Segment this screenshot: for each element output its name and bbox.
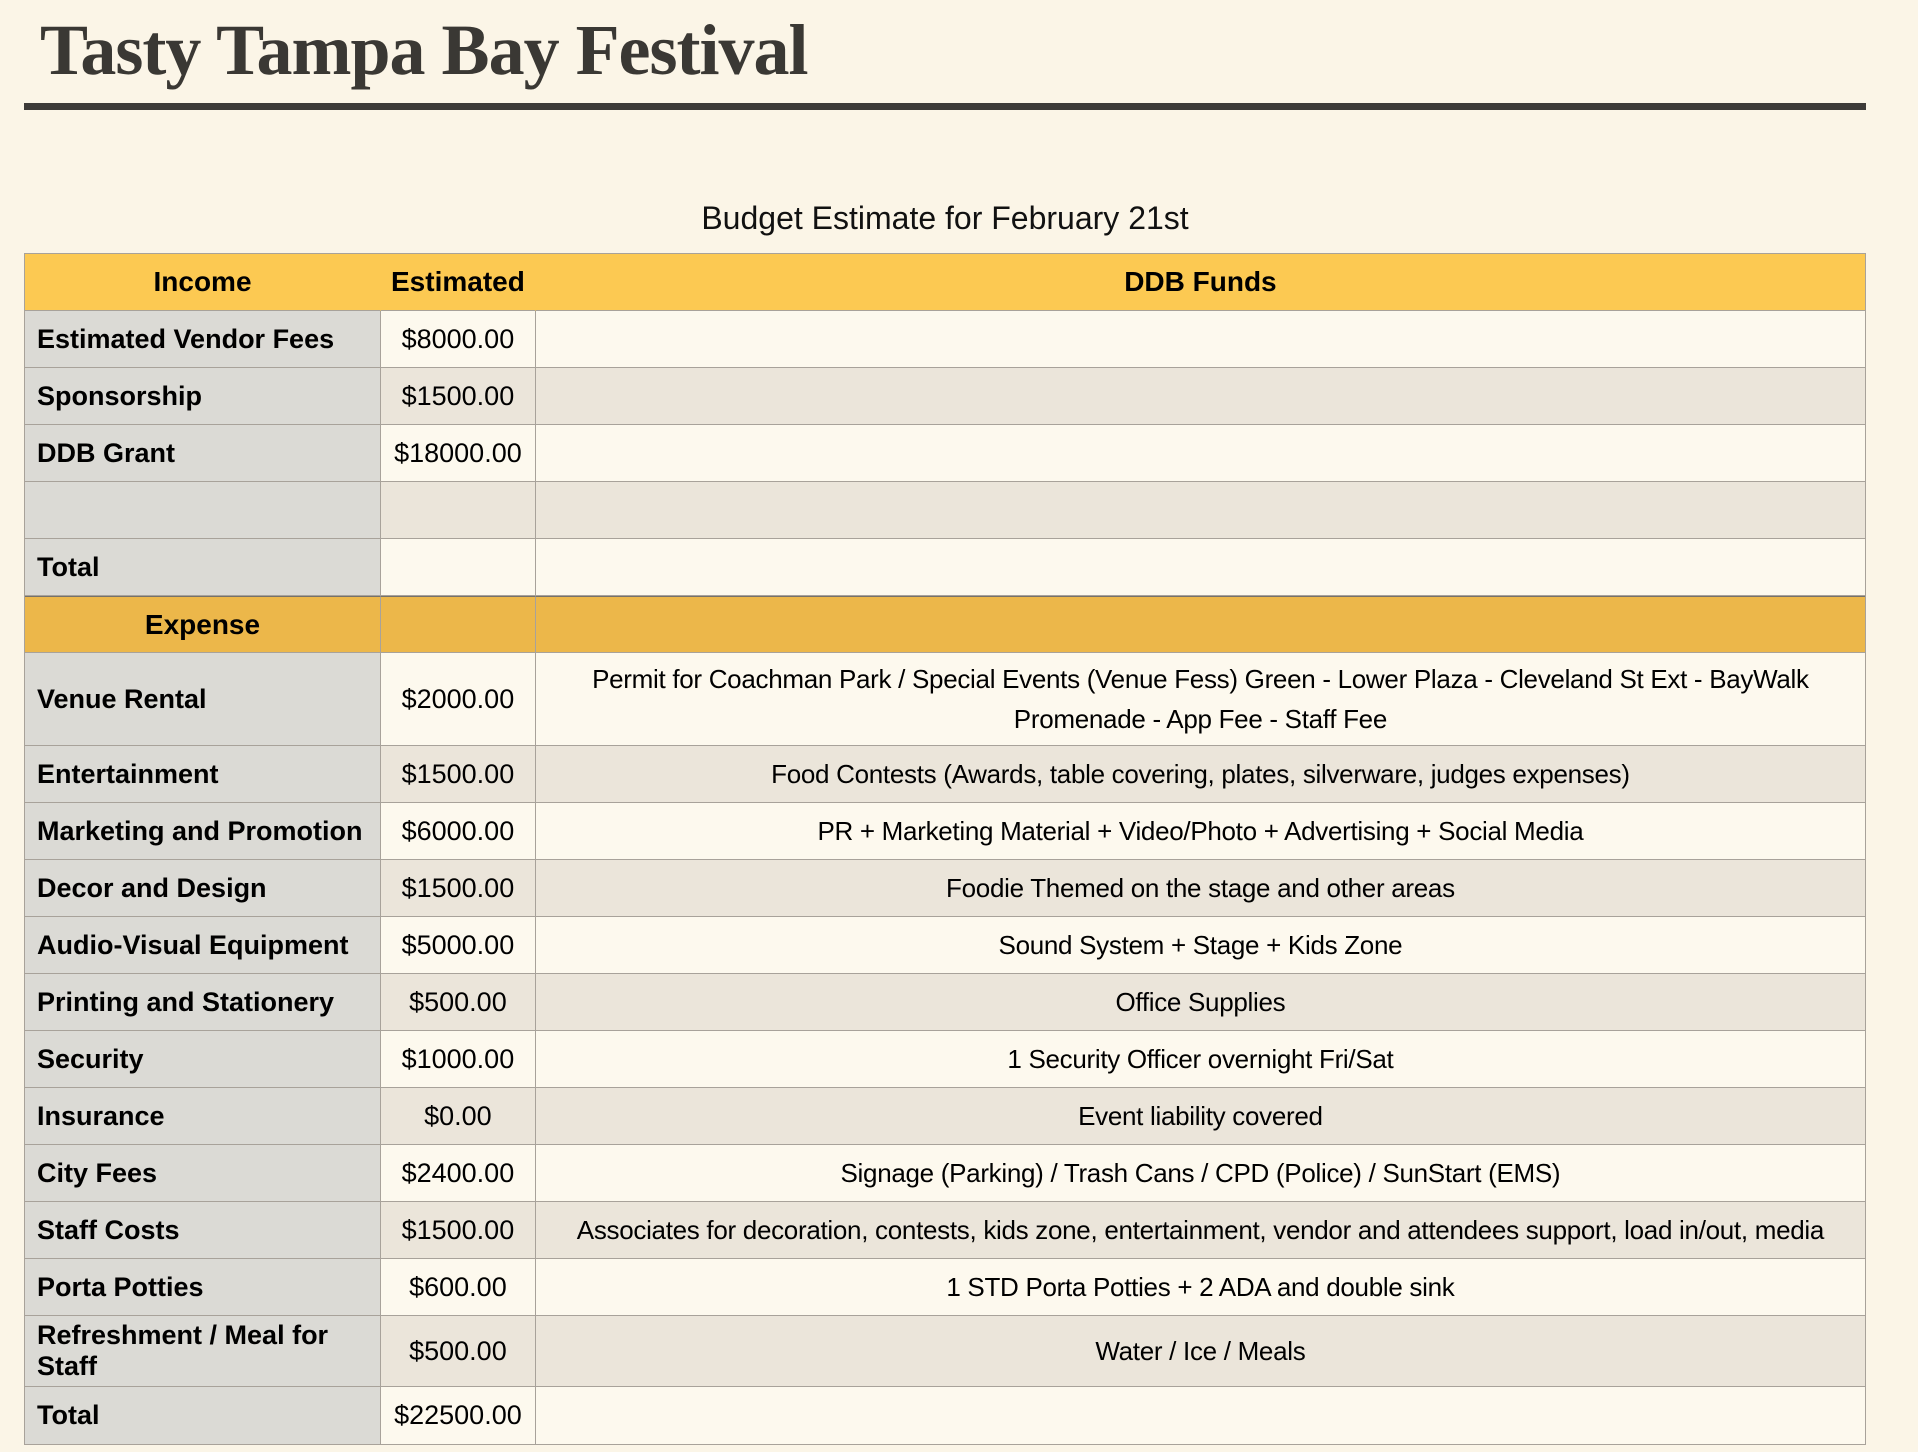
row-label: Refreshment / Meal for Staff xyxy=(25,1316,381,1387)
row-amount xyxy=(381,539,536,596)
row-note: Sound System + Stage + Kids Zone xyxy=(536,917,1865,974)
table-row xyxy=(25,653,1865,746)
row-note xyxy=(536,425,1865,482)
table-row xyxy=(25,425,1865,482)
table-row xyxy=(25,1202,1865,1259)
income-total-row xyxy=(25,539,1865,596)
row-label: Sponsorship xyxy=(25,368,381,425)
row-label: Security xyxy=(25,1031,381,1088)
row-label: Total xyxy=(25,1387,381,1444)
table-row xyxy=(25,917,1865,974)
row-amount: $1500.00 xyxy=(381,1202,536,1259)
row-label: DDB Grant xyxy=(25,425,381,482)
expense-total-row xyxy=(25,1387,1865,1444)
row-label: Porta Potties xyxy=(25,1259,381,1316)
row-amount: $500.00 xyxy=(381,974,536,1031)
row-label: Insurance xyxy=(25,1088,381,1145)
row-amount: $5000.00 xyxy=(381,917,536,974)
expense-header-empty-cell xyxy=(536,596,1865,653)
row-note: Office Supplies xyxy=(536,974,1865,1031)
row-amount: $18000.00 xyxy=(381,425,536,482)
expense-section-header: Expense xyxy=(25,596,381,653)
row-note: Permit for Coachman Park / Special Events (Venue Fess) Green - Lower Plaza - Cleveland St Ext - BayWalk Promenade - App Fee - Staff Fee xyxy=(536,653,1865,746)
row-amount: $1500.00 xyxy=(381,746,536,803)
row-label: Marketing and Promotion xyxy=(25,803,381,860)
row-amount: $22500.00 xyxy=(381,1387,536,1444)
income-header-row xyxy=(25,254,1865,311)
table-caption: Budget Estimate for February 21st xyxy=(701,200,1189,236)
row-amount: $1500.00 xyxy=(381,368,536,425)
row-note: Water / Ice / Meals xyxy=(536,1316,1865,1387)
row-label: Audio-Visual Equipment xyxy=(25,917,381,974)
table-row xyxy=(25,1145,1865,1202)
row-note: Associates for decoration, contests, kids zone, entertainment, vendor and attendees support, load in/out, media xyxy=(536,1202,1865,1259)
table-row xyxy=(25,803,1865,860)
row-label: Staff Costs xyxy=(25,1202,381,1259)
row-amount: $2000.00 xyxy=(381,653,536,746)
row-amount: $500.00 xyxy=(381,1316,536,1387)
row-amount: $6000.00 xyxy=(381,803,536,860)
table-row-empty xyxy=(25,482,1865,539)
row-note: Food Contests (Awards, table covering, plates, silverware, judges expenses) xyxy=(536,746,1865,803)
row-amount: $1500.00 xyxy=(381,860,536,917)
row-note xyxy=(536,1387,1865,1444)
row-amount: $8000.00 xyxy=(381,311,536,368)
row-note: 1 Security Officer overnight Fri/Sat xyxy=(536,1031,1865,1088)
row-note xyxy=(536,539,1865,596)
expense-header-empty-cell xyxy=(381,596,536,653)
row-note: Foodie Themed on the stage and other areas xyxy=(536,860,1865,917)
estimated-column-header: Estimated xyxy=(381,254,536,311)
table-row xyxy=(25,1031,1865,1088)
ddb-funds-column-header: DDB Funds xyxy=(536,254,1865,311)
row-label xyxy=(25,482,381,539)
table-row xyxy=(25,1259,1865,1316)
row-amount: $1000.00 xyxy=(381,1031,536,1088)
row-label: Venue Rental xyxy=(25,653,381,746)
table-row xyxy=(25,1088,1865,1145)
row-note: 1 STD Porta Potties + 2 ADA and double sink xyxy=(536,1259,1865,1316)
row-label: Total xyxy=(25,539,381,596)
table-row xyxy=(25,368,1865,425)
row-amount: $600.00 xyxy=(381,1259,536,1316)
row-label: Entertainment xyxy=(25,746,381,803)
row-label: Printing and Stationery xyxy=(25,974,381,1031)
title-divider-rule xyxy=(24,103,1866,110)
table-row xyxy=(25,746,1865,803)
row-amount: $0.00 xyxy=(381,1088,536,1145)
expense-header-row xyxy=(25,596,1865,653)
budget-table xyxy=(24,253,1866,1445)
row-note: PR + Marketing Material + Video/Photo + Advertising + Social Media xyxy=(536,803,1865,860)
row-note: Signage (Parking) / Trash Cans / CPD (Police) / SunStart (EMS) xyxy=(536,1145,1865,1202)
page-title: Tasty Tampa Bay Festival xyxy=(40,10,808,90)
row-note xyxy=(536,482,1865,539)
table-row xyxy=(25,311,1865,368)
row-label: Decor and Design xyxy=(25,860,381,917)
row-note xyxy=(536,368,1865,425)
row-amount xyxy=(381,482,536,539)
row-label: City Fees xyxy=(25,1145,381,1202)
row-label: Estimated Vendor Fees xyxy=(25,311,381,368)
row-note: Event liability covered xyxy=(536,1088,1865,1145)
income-column-header: Income xyxy=(25,254,381,311)
table-row xyxy=(25,974,1865,1031)
row-note xyxy=(536,311,1865,368)
table-row xyxy=(25,860,1865,917)
table-row xyxy=(25,1316,1865,1387)
row-amount: $2400.00 xyxy=(381,1145,536,1202)
